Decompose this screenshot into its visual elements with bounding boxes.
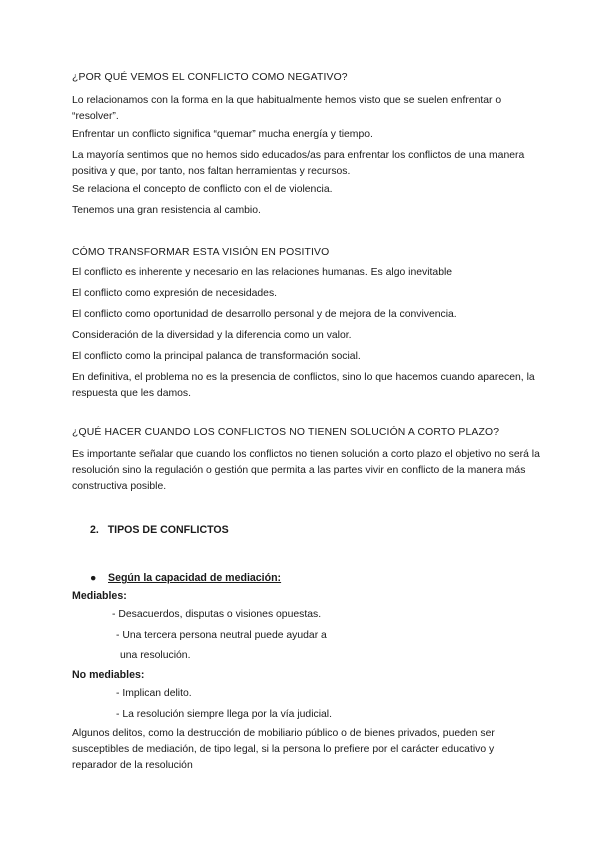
bullet-mediation [90,570,281,586]
closing-paragraph: Algunos delitos, como la destrucción de mobiliario público o de bienes privados, pueden ser susceptibles de mediación, de tipo legal, si la persona lo prefiere por el carácter educativo y reparador de la resolución [72,728,495,771]
section-title-types [90,522,229,538]
list-item: - Una tercera persona neutral puede ayudar a [116,630,327,641]
paragraph: El conflicto como expresión de necesidades. [72,288,278,299]
paragraph: Tenemos una gran resistencia al cambio. [72,205,261,216]
no-mediables-label: No mediables: [72,669,145,681]
section-heading-positive: CÓMO TRANSFORMAR ESTA VISIÓN EN POSITIVO [72,247,330,258]
list-item: una resolución. [120,650,191,661]
bullet-text: Según la capacidad de mediación: [108,572,282,584]
mediables-label: Mediables: [72,590,127,602]
paragraph: El conflicto es inherente y necesario en las relaciones humanas. Es algo inevitable [72,267,453,278]
section-heading-short-term: ¿QUÉ HACER CUANDO LOS CONFLICTOS NO TIENEN SOLUCIÓN A CORTO PLAZO? [72,427,500,438]
paragraph: En definitiva, el problema no es la presencia de conflictos, sino lo que hacemos cuando aparecen, la respuesta que les damos. [72,372,535,399]
list-item: - La resolución siempre llega por la vía judicial. [116,709,333,720]
paragraph: El conflicto como la principal palanca de transformación social. [72,351,361,362]
bullet-icon: ● [90,572,97,584]
paragraph: El conflicto como oportunidad de desarrollo personal y de mejora de la convivencia. [72,309,457,320]
paragraph: Enfrentar un conflicto significa “quemar” mucha energía y tiempo. [72,129,373,140]
paragraph: La mayoría sentimos que no hemos sido educados/as para enfrentar los conflictos de una manera positiva y que, por tanto, nos faltan herramientas y recursos. [72,150,525,177]
section-heading-negative: ¿POR QUÉ VEMOS EL CONFLICTO COMO NEGATIVO? [72,72,348,83]
paragraph: Lo relacionamos con la forma en la que habitualmente hemos visto que se suelen enfrentar o “resolver”. [72,95,502,122]
paragraph: Se relaciona el concepto de conflicto con el de violencia. [72,184,333,195]
section-title: TIPOS DE CONFLICTOS [107,524,229,536]
paragraph: Es importante señalar que cuando los conflictos no tienen solución a corto plazo el objetivo no será la resolución sino la regulación o gestión que permita a las partes vivir en conflicto de la manera más constructiva posible. [72,449,540,492]
list-item: - Desacuerdos, disputas o visiones opuestas. [112,609,322,620]
paragraph: Consideración de la diversidad y la diferencia como un valor. [72,330,352,341]
section-number: 2. [90,524,99,536]
list-item: - Implican delito. [116,688,192,699]
